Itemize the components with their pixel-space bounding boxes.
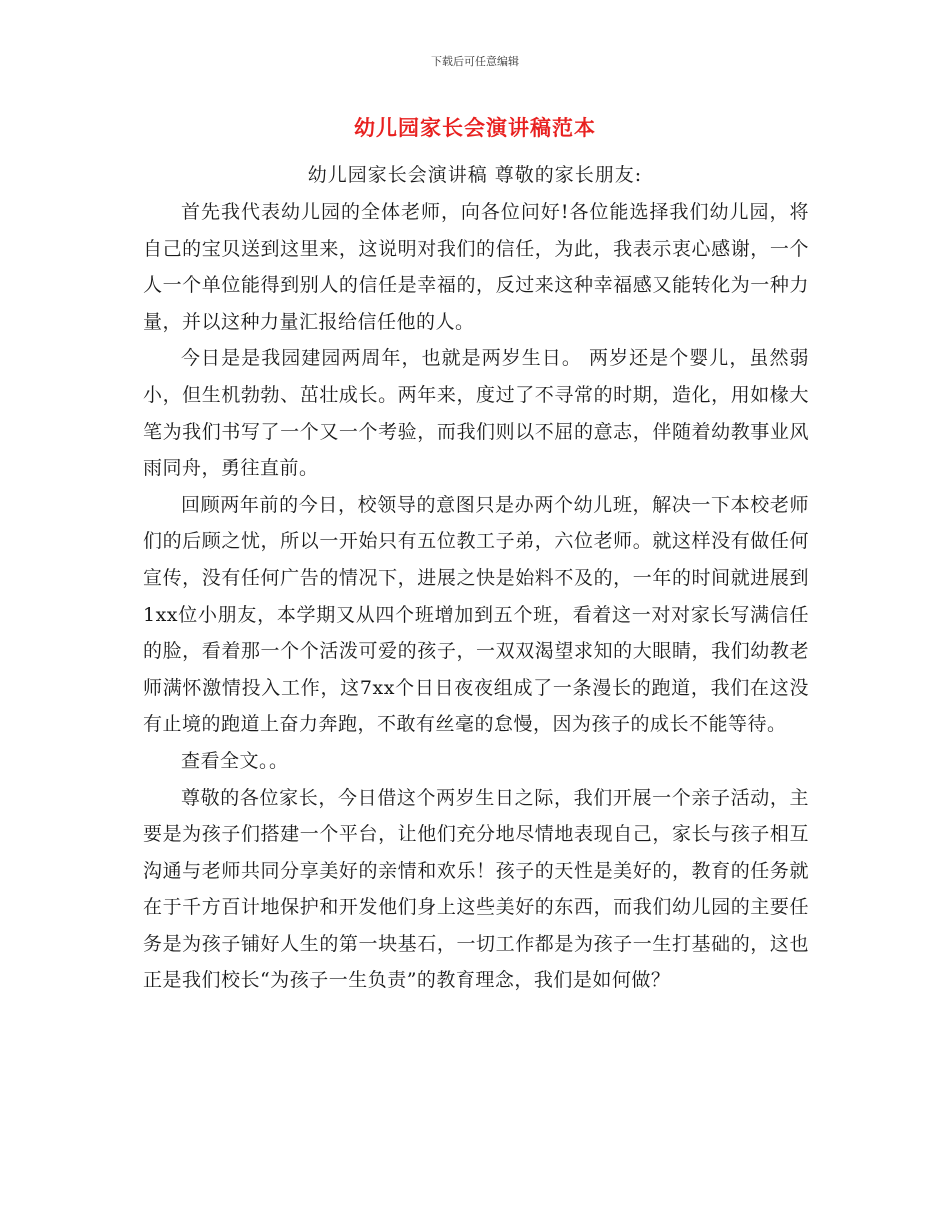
paragraph: 今日是是我园建园两周年，也就是两岁生日。 两岁还是个婴儿，虽然弱小，但生机勃勃、茁壮成长。两年来，度过了不寻常的时期，造化，用如椽大笔为我们书写了一个又一个考验，而我们则以不屈的意志，伴随着幼教事业风雨同舟，勇往直前。	[143, 347, 809, 480]
document-body	[143, 194, 809, 999]
document-title: 幼儿园家长会演讲稿范本	[354, 116, 596, 140]
document-subtitle: 幼儿园家长会演讲稿 尊敬的家长朋友:	[307, 164, 643, 186]
read-more-link[interactable]: 查看全文。。	[181, 749, 289, 772]
paragraph: 尊敬的各位家长，今日借这个两岁生日之际，我们开展一个亲子活动，主要是为孩子们搭建一个平台，让他们充分地尽情地表现自己，家长与孩子相互沟通与老师共同分享美好的亲情和欢乐！孩子的天性是美好的，教育的任务就在于千方百计地保护和开发他们身上这些美好的东西，而我们幼儿园的主要任务是为孩子铺好人生的第一块基石，一切工作都是为孩子一生打基础的，这也正是我们校长“为孩子一生负责”的教育理念，我们是如何做？	[143, 786, 809, 992]
header-note: 下载后可任意编辑	[431, 55, 519, 68]
paragraph: 首先我代表幼儿园的全体老师，向各位问好!各位能选择我们幼儿园，将自己的宝贝送到这里来，这说明对我们的信任，为此，我表示衷心感谢，一个人一个单位能得到别人的信任是幸福的，反过来这种幸福感又能转化为一种力量，并以这种力量汇报给信任他的人。	[143, 201, 809, 333]
paragraph: 回顾两年前的今日，校领导的意图只是办两个幼儿班，解决一下本校老师们的后顾之忧，所以一开始只有五位教工子弟，六位老师。就这样没有做任何宣传，没有任何广告的情况下，进展之快是始料不及的，一年的时间就进展到1xx位小朋友，本学期又从四个班增加到五个班，看着这一对对家长写满信任的脸，看着那一个个活泼可爱的孩子，一双双渴望求知的大眼睛，我们幼教老师满怀激情投入工作，这7xx个日日夜夜组成了一条漫长的跑道，我们在这没有止境的跑道上奋力奔跑，不敢有丝毫的怠慢，因为孩子的成长不能等待。	[143, 493, 809, 736]
